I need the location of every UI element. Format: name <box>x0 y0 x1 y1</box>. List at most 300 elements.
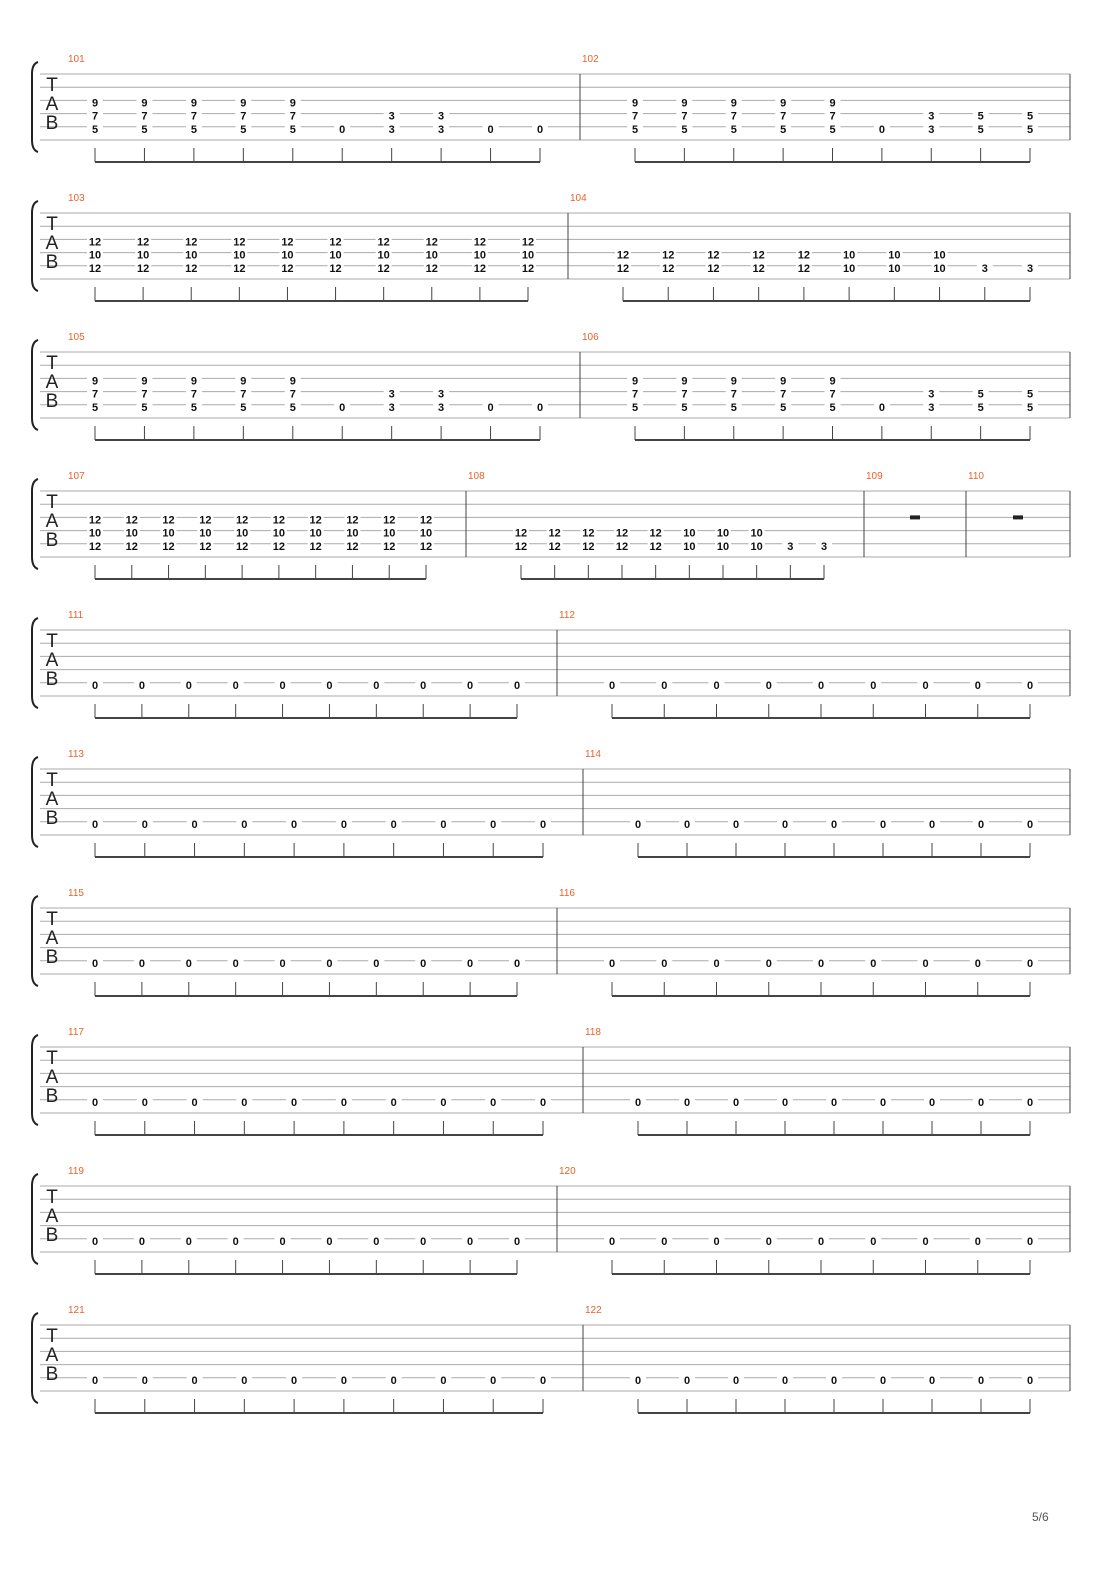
fret-number: 0 <box>467 957 474 970</box>
fret-number: 10 <box>185 249 198 262</box>
fret-number: 5 <box>289 123 296 136</box>
fret-number: 0 <box>340 1374 347 1387</box>
tab-clef-letter: B <box>45 113 59 134</box>
fret-number: 5 <box>631 401 639 414</box>
tab-clef-letter: B <box>45 530 59 551</box>
fret-number: 12 <box>272 540 286 553</box>
fret-number: 0 <box>974 957 981 970</box>
fret-number: 12 <box>615 540 629 553</box>
fret-number: 0 <box>191 1374 198 1387</box>
fret-number: 7 <box>631 110 639 123</box>
system-brace <box>32 201 38 291</box>
fret-number: 7 <box>240 388 247 401</box>
fret-number: 0 <box>683 818 691 831</box>
fret-number: 12 <box>582 540 595 553</box>
fret-number: 12 <box>125 540 138 553</box>
system-brace <box>32 1313 38 1403</box>
fret-number: 0 <box>467 1235 474 1248</box>
fret-number: 12 <box>185 236 198 249</box>
fret-number: 12 <box>377 236 390 249</box>
fret-number: 7 <box>289 110 296 123</box>
tab-clef-letter: A <box>45 1067 59 1088</box>
fret-number: 0 <box>467 679 474 692</box>
fret-number: 7 <box>730 110 737 123</box>
fret-number: 0 <box>390 1374 397 1387</box>
fret-number: 5 <box>91 123 99 136</box>
measure-number: 112 <box>559 610 575 621</box>
fret-number: 3 <box>438 110 445 123</box>
measure-number: 103 <box>68 193 85 204</box>
fret-number: 10 <box>888 262 901 275</box>
fret-number: 0 <box>141 818 148 831</box>
fret-number: 10 <box>233 249 246 262</box>
fret-number: 0 <box>634 1096 642 1109</box>
tab-clef-letter: A <box>45 1206 59 1227</box>
tab-clef-letter: A <box>45 372 59 393</box>
fret-number: 10 <box>162 527 175 540</box>
tab-clef-letter: T <box>46 1326 58 1347</box>
fret-number: 0 <box>241 1096 248 1109</box>
fret-number: 10 <box>309 527 322 540</box>
tab-clef-letter: T <box>46 1048 58 1069</box>
measure-number: 111 <box>68 610 84 621</box>
fret-number: 0 <box>732 1374 740 1387</box>
fret-number: 0 <box>291 818 298 831</box>
fret-number: 3 <box>438 401 445 414</box>
fret-number: 5 <box>977 123 984 136</box>
fret-number: 0 <box>326 1235 333 1248</box>
fret-number: 0 <box>928 1374 936 1387</box>
system-brace <box>32 1035 38 1125</box>
fret-number: 0 <box>1026 957 1034 970</box>
system-brace <box>32 896 38 986</box>
fret-number: 0 <box>373 679 380 692</box>
fret-number: 10 <box>716 540 730 553</box>
fret-number: 7 <box>829 110 836 123</box>
measure-number: 121 <box>68 1305 85 1316</box>
fret-number: 7 <box>91 110 99 123</box>
fret-number: 0 <box>781 818 789 831</box>
fret-number: 0 <box>340 1096 347 1109</box>
fret-number: 0 <box>713 1235 720 1248</box>
fret-number: 0 <box>241 818 248 831</box>
tab-clef-letter: A <box>45 928 59 949</box>
fret-number: 5 <box>190 123 197 136</box>
fret-number: 0 <box>91 679 99 692</box>
fret-number: 0 <box>661 1235 668 1248</box>
tab-clef-letter: A <box>45 1345 59 1366</box>
fret-number: 3 <box>388 110 395 123</box>
fret-number: 5 <box>1026 401 1034 414</box>
fret-number: 0 <box>928 818 936 831</box>
fret-number: 0 <box>390 1096 397 1109</box>
fret-number: 0 <box>91 1096 99 1109</box>
fret-number: 5 <box>681 123 688 136</box>
measure-number: 118 <box>585 1027 601 1038</box>
fret-number: 0 <box>817 957 825 970</box>
fret-number: 12 <box>88 540 102 553</box>
fret-number: 3 <box>928 388 935 401</box>
system-brace <box>32 340 38 430</box>
fret-number: 0 <box>977 1096 985 1109</box>
fret-number: 0 <box>879 818 887 831</box>
fret-number: 5 <box>190 401 197 414</box>
fret-number: 12 <box>649 540 662 553</box>
measure-number: 114 <box>585 749 601 760</box>
fret-number: 7 <box>190 110 197 123</box>
fret-number: 0 <box>232 1235 239 1248</box>
fret-number: 0 <box>539 818 547 831</box>
fret-number: 12 <box>88 514 102 527</box>
fret-number: 0 <box>830 1096 838 1109</box>
fret-number: 0 <box>185 1235 192 1248</box>
measure-number: 105 <box>68 332 85 343</box>
tab-system <box>32 54 1070 162</box>
fret-number: 0 <box>817 1235 825 1248</box>
fret-number: 0 <box>879 1374 887 1387</box>
tab-system <box>32 332 1070 440</box>
fret-number: 3 <box>438 123 445 136</box>
fret-number: 0 <box>91 1374 99 1387</box>
fret-number: 12 <box>548 527 561 540</box>
fret-number: 5 <box>631 123 639 136</box>
fret-number: 12 <box>752 249 765 262</box>
fret-number: 5 <box>730 401 737 414</box>
fret-number: 10 <box>377 249 390 262</box>
fret-number: 0 <box>138 1235 145 1248</box>
fret-number: 10 <box>419 527 433 540</box>
fret-number: 0 <box>713 679 720 692</box>
fret-number: 0 <box>138 679 145 692</box>
fret-number: 0 <box>373 957 380 970</box>
tab-clef-letter: B <box>45 947 59 968</box>
fret-number: 10 <box>281 249 294 262</box>
fret-number: 0 <box>91 957 99 970</box>
fret-number: 9 <box>631 97 639 110</box>
fret-number: 10 <box>716 527 730 540</box>
fret-number: 12 <box>514 540 528 553</box>
fret-number: 7 <box>190 388 197 401</box>
fret-number: 12 <box>125 514 138 527</box>
fret-number: 0 <box>539 1096 547 1109</box>
fret-number: 10 <box>425 249 438 262</box>
fret-number: 7 <box>681 110 688 123</box>
fret-number: 12 <box>615 527 629 540</box>
fret-number: 12 <box>329 236 342 249</box>
fret-number: 12 <box>383 514 396 527</box>
system-brace <box>32 757 38 847</box>
fret-number: 7 <box>289 388 296 401</box>
tab-system <box>32 888 1070 996</box>
tab-system <box>32 749 1070 857</box>
fret-number: 0 <box>185 679 192 692</box>
fret-number: 7 <box>829 388 836 401</box>
fret-number: 5 <box>141 401 148 414</box>
fret-number: 12 <box>199 514 212 527</box>
tab-system <box>32 1027 1070 1135</box>
fret-number: 0 <box>490 1374 497 1387</box>
measure-number: 113 <box>68 749 84 760</box>
fret-number: 12 <box>346 540 359 553</box>
fret-number: 0 <box>713 957 720 970</box>
fret-number: 3 <box>928 401 935 414</box>
fret-number: 0 <box>420 957 427 970</box>
fret-number: 0 <box>536 401 544 414</box>
fret-number: 3 <box>388 123 395 136</box>
fret-number: 9 <box>141 375 148 388</box>
fret-number: 0 <box>539 1374 547 1387</box>
fret-number: 5 <box>780 401 787 414</box>
fret-number: 12 <box>309 514 322 527</box>
tab-clef-letter: A <box>45 94 59 115</box>
fret-number: 7 <box>730 388 737 401</box>
fret-number: 12 <box>233 262 246 275</box>
tab-clef-letter: B <box>45 1364 59 1385</box>
tab-system <box>32 1166 1070 1274</box>
fret-number: 0 <box>487 123 494 136</box>
fret-number: 12 <box>272 514 286 527</box>
fret-number: 12 <box>662 249 675 262</box>
tab-system <box>32 1305 1070 1413</box>
tab-clef-letter: A <box>45 789 59 810</box>
tab-clef-letter: B <box>45 252 59 273</box>
fret-number: 9 <box>289 375 296 388</box>
fret-number: 0 <box>974 1235 981 1248</box>
fret-number: 0 <box>830 818 838 831</box>
fret-number: 9 <box>730 97 737 110</box>
fret-number: 12 <box>281 236 294 249</box>
fret-number: 9 <box>141 97 148 110</box>
fret-number: 0 <box>732 818 740 831</box>
fret-number: 0 <box>1026 1374 1034 1387</box>
fret-number: 5 <box>829 123 836 136</box>
fret-number: 0 <box>138 957 145 970</box>
fret-number: 12 <box>521 262 535 275</box>
tab-clef-letter: B <box>45 669 59 690</box>
fret-number: 0 <box>339 401 346 414</box>
fret-number: 5 <box>1026 388 1034 401</box>
fret-number: 10 <box>199 527 212 540</box>
fret-number: 0 <box>922 957 929 970</box>
measure-number: 117 <box>68 1027 84 1038</box>
fret-number: 0 <box>683 1096 691 1109</box>
measure-number: 115 <box>68 888 84 899</box>
fret-number: 5 <box>141 123 148 136</box>
fret-number: 12 <box>377 262 390 275</box>
fret-number: 3 <box>981 262 988 275</box>
fret-number: 12 <box>281 262 294 275</box>
fret-number: 0 <box>922 1235 929 1248</box>
fret-number: 0 <box>781 1374 789 1387</box>
system-brace <box>32 1174 38 1264</box>
fret-number: 7 <box>780 388 787 401</box>
fret-number: 0 <box>683 1374 691 1387</box>
fret-number: 10 <box>521 249 535 262</box>
fret-number: 12 <box>309 540 322 553</box>
tab-system <box>32 193 1070 301</box>
fret-number: 12 <box>235 514 249 527</box>
fret-number: 0 <box>634 1374 642 1387</box>
fret-number: 0 <box>440 818 447 831</box>
fret-number: 0 <box>185 957 192 970</box>
tab-clef-letter: A <box>45 233 59 254</box>
fret-number: 12 <box>797 249 811 262</box>
fret-number: 0 <box>291 1374 298 1387</box>
fret-number: 0 <box>608 957 616 970</box>
fret-number: 10 <box>272 527 286 540</box>
fret-number: 12 <box>425 262 438 275</box>
measure-number: 119 <box>68 1166 84 1177</box>
fret-number: 3 <box>820 540 828 553</box>
fret-number: 0 <box>232 679 239 692</box>
fret-number: 0 <box>326 679 333 692</box>
fret-number: 0 <box>608 679 616 692</box>
measure-number: 102 <box>582 54 599 65</box>
fret-number: 0 <box>279 957 286 970</box>
fret-number: 0 <box>141 1374 148 1387</box>
fret-number: 12 <box>521 236 535 249</box>
fret-number: 12 <box>162 514 175 527</box>
fret-number: 0 <box>490 1096 497 1109</box>
fret-number: 9 <box>780 375 787 388</box>
fret-number: 5 <box>1026 110 1034 123</box>
measure-number: 110 <box>968 471 984 482</box>
fret-number: 5 <box>289 401 296 414</box>
tab-clef-letter: A <box>45 511 59 532</box>
fret-number: 12 <box>329 262 342 275</box>
fret-number: 0 <box>291 1096 298 1109</box>
fret-number: 10 <box>329 249 342 262</box>
fret-number: 10 <box>235 527 249 540</box>
fret-number: 5 <box>681 401 688 414</box>
fret-number: 0 <box>513 957 521 970</box>
measure-number: 122 <box>585 1305 602 1316</box>
fret-number: 0 <box>634 818 642 831</box>
fret-number: 12 <box>548 540 561 553</box>
fret-number: 0 <box>922 679 929 692</box>
fret-number: 9 <box>829 97 836 110</box>
fret-number: 5 <box>977 110 984 123</box>
fret-number: 0 <box>878 123 885 136</box>
measure-number: 106 <box>582 332 599 343</box>
fret-number: 9 <box>240 97 247 110</box>
fret-number: 7 <box>681 388 688 401</box>
fret-number: 12 <box>473 236 487 249</box>
fret-number: 0 <box>977 1374 985 1387</box>
fret-number: 0 <box>490 818 497 831</box>
fret-number: 9 <box>190 375 197 388</box>
fret-number: 0 <box>870 957 877 970</box>
fret-number: 5 <box>1026 123 1034 136</box>
fret-number: 12 <box>199 540 212 553</box>
measure-number: 116 <box>559 888 575 899</box>
fret-number: 0 <box>1026 1096 1034 1109</box>
fret-number: 0 <box>1026 1235 1034 1248</box>
fret-number: 7 <box>141 388 148 401</box>
fret-number: 0 <box>661 957 668 970</box>
fret-number: 12 <box>473 262 487 275</box>
fret-number: 0 <box>928 1096 936 1109</box>
fret-number: 0 <box>191 1096 198 1109</box>
fret-number: 0 <box>340 818 347 831</box>
fret-number: 5 <box>240 401 247 414</box>
fret-number: 0 <box>765 957 772 970</box>
fret-number: 12 <box>383 540 396 553</box>
measure-number: 109 <box>866 471 883 482</box>
tab-clef-letter: T <box>46 909 58 930</box>
fret-number: 5 <box>91 401 99 414</box>
fret-number: 9 <box>829 375 836 388</box>
fret-number: 12 <box>662 262 675 275</box>
fret-number: 3 <box>388 388 395 401</box>
measure-number: 120 <box>559 1166 576 1177</box>
fret-number: 10 <box>933 262 946 275</box>
fret-number: 10 <box>473 249 487 262</box>
fret-number: 5 <box>780 123 787 136</box>
measure-number: 101 <box>68 54 85 65</box>
fret-number: 0 <box>440 1096 447 1109</box>
fret-number: 0 <box>879 1096 887 1109</box>
fret-number: 12 <box>707 262 720 275</box>
fret-number: 10 <box>683 527 696 540</box>
tab-clef-letter: B <box>45 391 59 412</box>
fret-number: 0 <box>765 1235 772 1248</box>
fret-number: 12 <box>185 262 198 275</box>
fret-number: 0 <box>373 1235 380 1248</box>
fret-number: 0 <box>1026 818 1034 831</box>
fret-number: 3 <box>787 540 794 553</box>
fret-number: 9 <box>780 97 787 110</box>
fret-number: 12 <box>88 236 102 249</box>
fret-number: 9 <box>91 97 99 110</box>
tab-clef-letter: T <box>46 492 58 513</box>
fret-number: 12 <box>425 236 438 249</box>
fret-number: 12 <box>582 527 595 540</box>
whole-rest <box>1013 515 1023 519</box>
fret-number: 0 <box>1026 679 1034 692</box>
system-brace <box>32 618 38 708</box>
fret-number: 3 <box>928 123 935 136</box>
fret-number: 0 <box>781 1096 789 1109</box>
fret-number: 9 <box>681 97 688 110</box>
fret-number: 0 <box>326 957 333 970</box>
tab-clef-letter: T <box>46 214 58 235</box>
fret-number: 9 <box>91 375 99 388</box>
fret-number: 12 <box>797 262 811 275</box>
fret-number: 0 <box>420 1235 427 1248</box>
fret-number: 0 <box>661 679 668 692</box>
fret-number: 10 <box>842 249 856 262</box>
fret-number: 0 <box>232 957 239 970</box>
fret-number: 5 <box>829 401 836 414</box>
fret-number: 12 <box>136 262 150 275</box>
fret-number: 9 <box>190 97 197 110</box>
measure-number: 108 <box>468 471 485 482</box>
fret-number: 0 <box>732 1096 740 1109</box>
fret-number: 10 <box>383 527 396 540</box>
tab-system <box>32 610 1070 718</box>
tab-system <box>32 471 1070 579</box>
fret-number: 12 <box>616 262 630 275</box>
fret-number: 10 <box>842 262 856 275</box>
tab-clef-letter: T <box>46 353 58 374</box>
fret-number: 12 <box>649 527 662 540</box>
fret-number: 0 <box>608 1235 616 1248</box>
fret-number: 0 <box>977 818 985 831</box>
fret-number: 10 <box>888 249 901 262</box>
tab-clef-letter: T <box>46 1187 58 1208</box>
fret-number: 5 <box>240 123 247 136</box>
